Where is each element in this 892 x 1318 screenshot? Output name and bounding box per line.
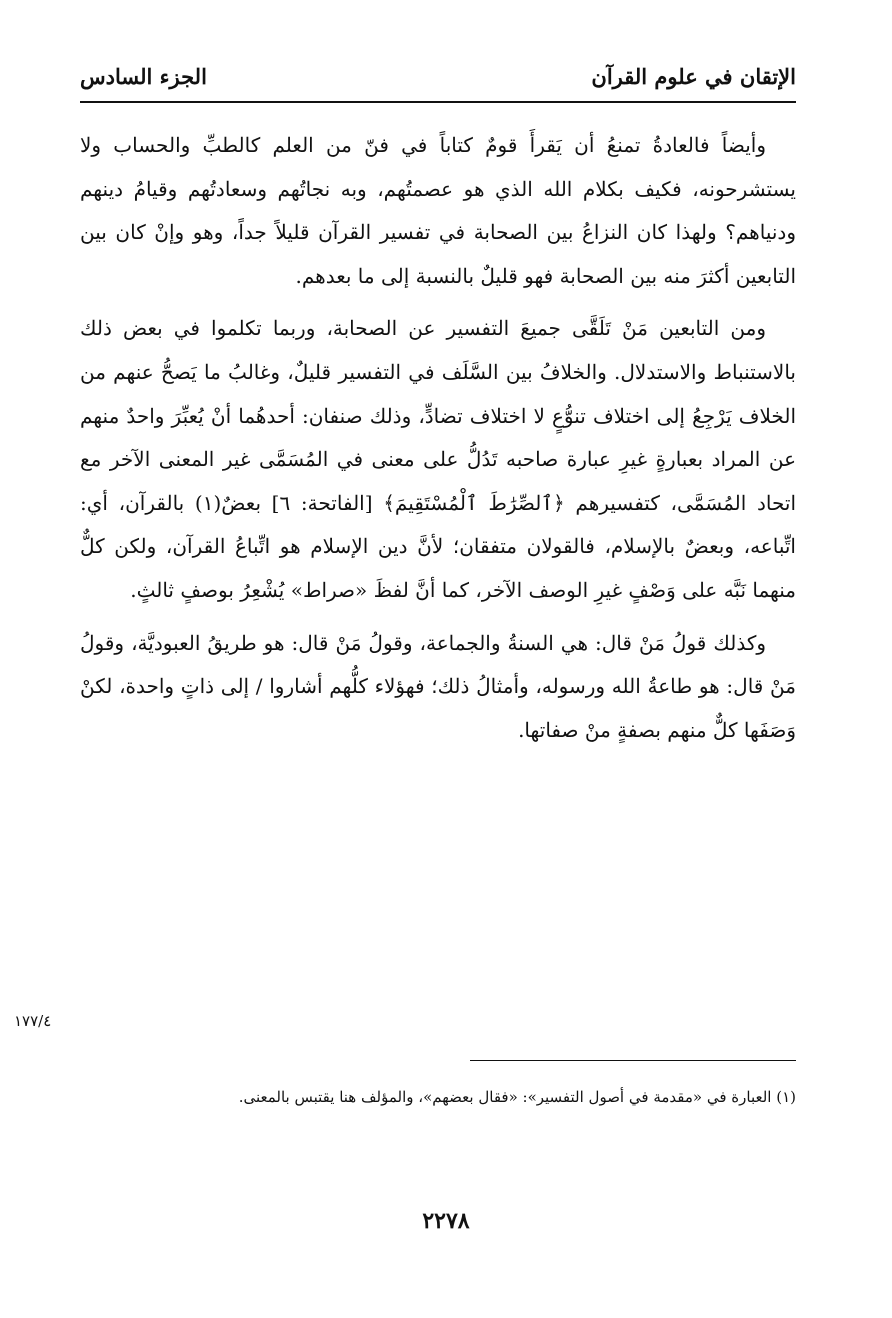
footnote: (١) العبارة في «مقدمة في أصول التفسير»: «فقال بعضهم»، والمؤلف هنا يقتبس بالمعنى. — [238, 1088, 796, 1106]
page-number: ٢٢٧٨ — [422, 1208, 470, 1234]
book-title: الإتقان في علوم القرآن — [591, 63, 796, 89]
footnote-rule — [470, 1060, 796, 1061]
paragraph: ومن التابعين مَنْ تَلَقَّى جميعَ التفسير عن الصحابة، وربما تكلموا في بعض ذلك بالاستنباط والاستدلال. والخلافُ بين السَّلَف في التفسير قليلٌ، وغالبُ ما يَصحُّ عنهم من الخلاف يَرْجِعُ إلى اختلاف تنوُّعٍ لا اختلاف تضادٍّ، وذلك صنفان: أحدهُما أنْ يُعبِّرَ واحدٌ منهم عن المراد بعبارةٍ غيرِ عبارة صاحبه تَدُلُّ على معنى في المُسَمَّى غير المعنى الآخر مع اتحاد المُسَمَّى، كتفسيرهم ﴿ٱلصِّرَٰطَ ٱلْمُسْتَقِيمَ﴾ [الفاتحة: ٦] بعضٌ(١) بالقرآن، أي: اتِّباعه، وبعضٌ بالإسلام، فالقولان متفقان؛ لأنَّ دين الإسلام هو اتِّباعُ القرآن، ولكن كلٌّ منهما نَبَّه على وَصْفٍ غيرِ الوصف الآخر، كما أنَّ لفظَ «صراط» يُشْعِرُ بوصفٍ ثالثٍ. — [80, 316, 797, 602]
margin-page-reference: ١٧٧/٤ — [14, 1012, 52, 1030]
paragraph: وأيضاً فالعادةُ تمنعُ أن يَقرأَ قومٌ كتاباً في فنّ من العلم كالطبِّ والحساب ولا يستشرحونه، فكيف بكلام الله الذي هو عصمتُهم، وبه نجاتُهم وسعادتُهم وقيامُ دينهم ودنياهم؟ ولهذا كان النزاعُ بين الصحابة في تفسير القرآن قليلاً جداً، وهو وإنْ كان بين التابعين أكثرَ منه بين الصحابة فهو قليلٌ بالنسبة إلى ما بعدهم. — [80, 133, 796, 288]
main-text — [80, 124, 796, 761]
footnotes — [80, 1076, 796, 1118]
header-rule — [80, 101, 796, 103]
volume-label: الجزء السادس — [80, 63, 207, 89]
paragraph: وكذلك قولُ مَنْ قال: هي السنةُ والجماعة، وقولُ مَنْ قال: هو طريقُ العبوديَّة، وقولُ مَنْ قال: هو طاعةُ الله ورسوله، وأمثالُ ذلك؛ فهؤلاء كلُّهم أشاروا / إلى ذاتٍ واحدة، لكنْ وَصَفَها كلٌّ منهم بصفةٍ منْ صفاتها. — [80, 630, 796, 742]
running-header — [80, 56, 796, 96]
